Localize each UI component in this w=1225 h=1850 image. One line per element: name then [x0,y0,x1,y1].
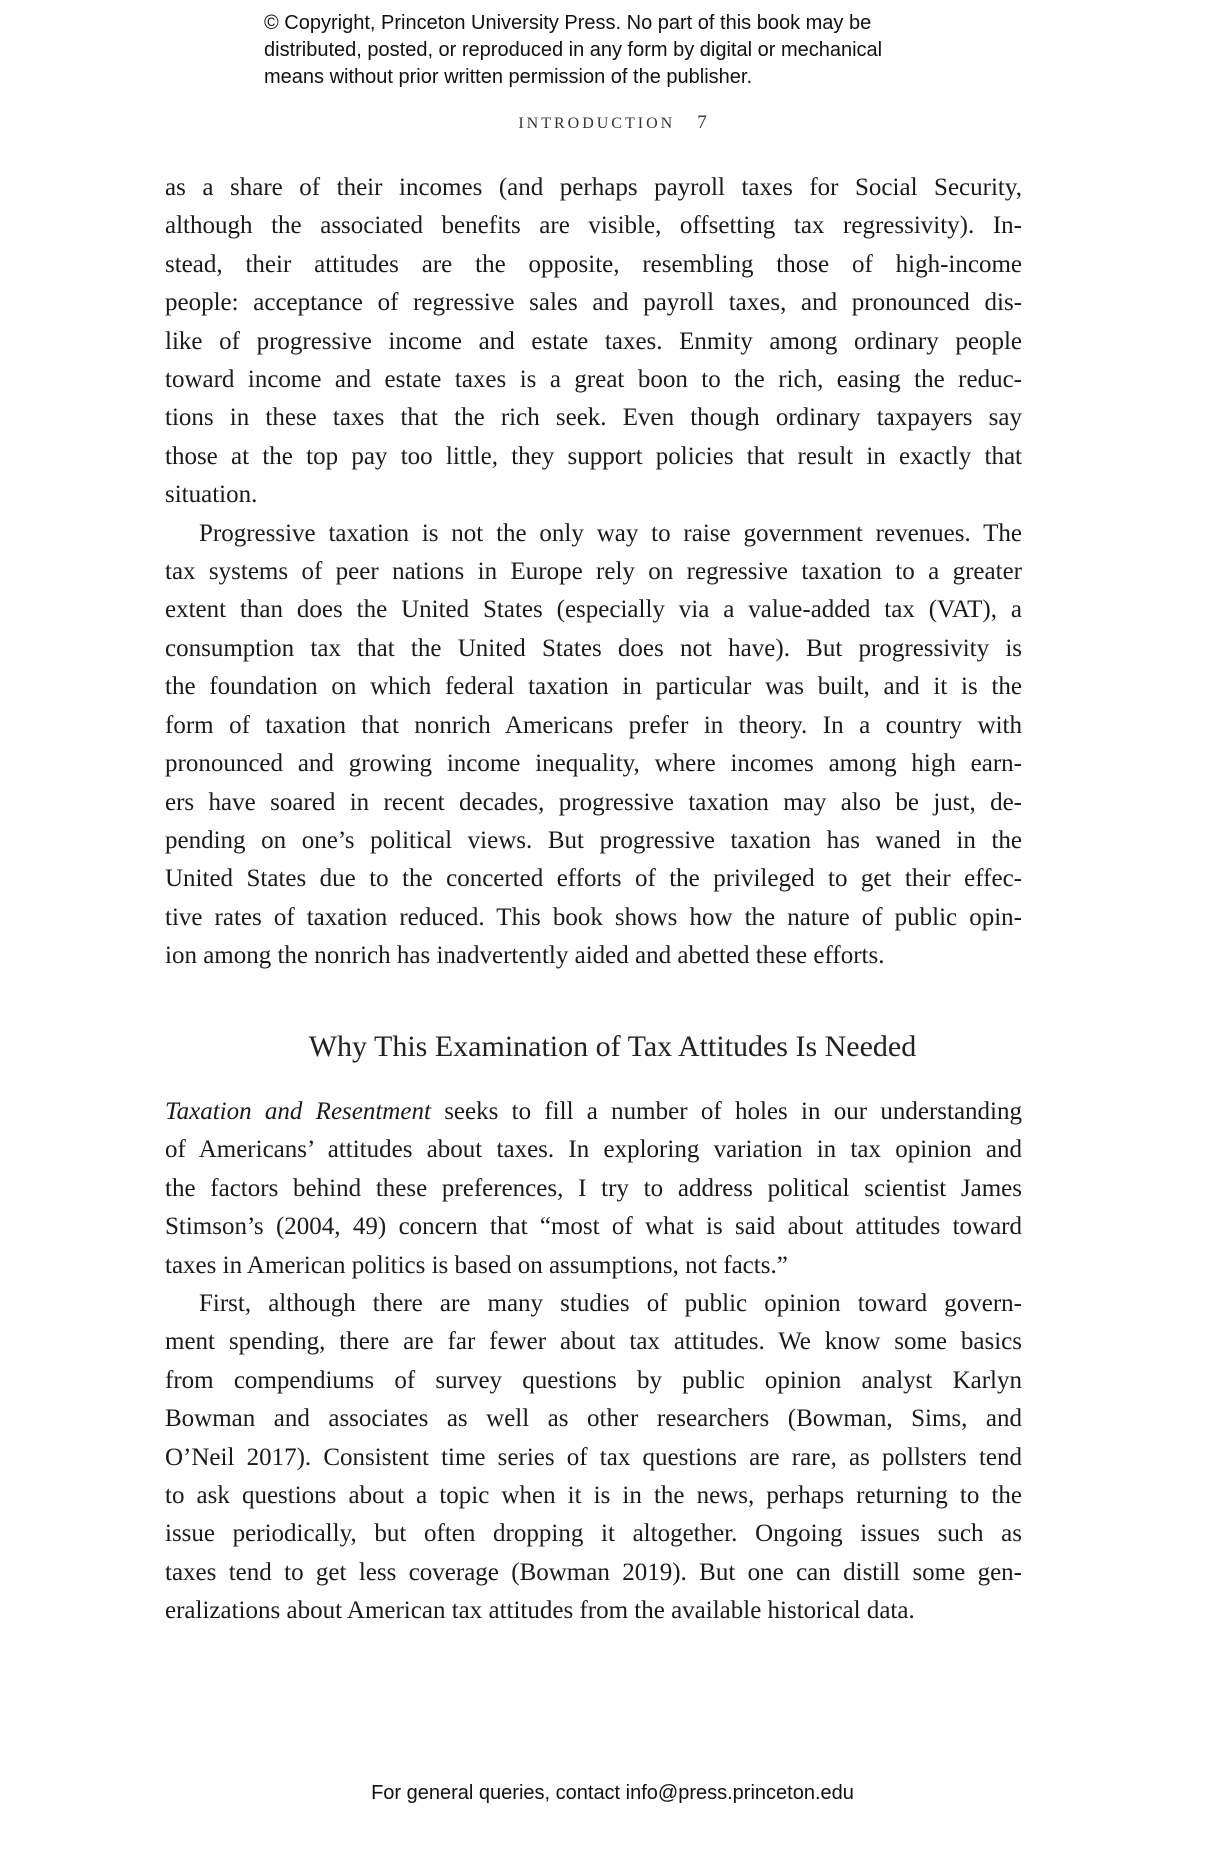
text-line: consumption tax that the United States does not have). But progressivity is [165,634,1022,662]
running-head-title: INTRODUCTION [518,115,676,132]
text-line: to ask questions about a topic when it is in the news, perhaps returning to the [165,1482,1022,1510]
text-line: stead, their attitudes are the opposite, resembling those of high-income [165,250,1022,278]
text-line: Bowman and associates as well as other researchers (Bowman, Sims, and [165,1405,1022,1433]
copyright-notice [264,10,882,91]
text-line: ers have soared in recent decades, progressive taxation may also be just, de- [165,788,1022,816]
text-line: the factors behind these preferences, I try to address political scientist James [165,1174,1022,1202]
running-head [0,112,1225,134]
book-title: Taxation and Resentment [165,1098,431,1125]
text-line: form of taxation that nonrich Americans prefer in theory. In a country with [165,711,1022,739]
text-line: pronounced and growing income inequality, where incomes among high earn- [165,750,1022,778]
text-line: situation. [165,481,258,509]
text-line: extent than does the United States (especially via a value-added tax (VAT), a [165,596,1022,624]
text-line: like of progressive income and estate taxes. Enmity among ordinary people [165,327,1022,355]
text-line: taxes tend to get less coverage (Bowman 2019). But one can distill some gen- [165,1558,1022,1586]
text-line: from compendiums of survey questions by public opinion analyst Karlyn [165,1366,1022,1394]
text-line: First, although there are many studies of public opinion toward govern- [199,1290,1022,1318]
body-text-section-1 [165,169,1022,976]
text-line: Stimson’s (2004, 49) concern that “most of what is said about attitudes toward [165,1213,1022,1241]
text-line: ion among the nonrich has inadvertently aided and abetted these efforts. [165,942,885,970]
text-line: people: acceptance of regressive sales and payroll taxes, and pronounced dis- [165,289,1022,317]
text-line: Taxation and Resentment seeks to fill a number of holes in our understanding [165,1098,1022,1125]
text-line: issue periodically, but often dropping it altogether. Ongoing issues such as [165,1520,1022,1548]
text-line: O’Neil 2017). Consistent time series of tax questions are rare, as pollsters tend [165,1443,1022,1471]
text-line: Progressive taxation is not the only way to raise government revenues. The [199,519,1022,547]
page-number: 7 [697,112,707,133]
notice-line: distributed, posted, or reproduced in any form by digital or mechanical [264,39,883,61]
text-line: toward income and estate taxes is a great boon to the rich, easing the reduc- [165,366,1022,394]
section-heading: Why This Examination of Tax Attitudes Is Needed [308,1030,917,1063]
text-line: pending on one’s political views. But progressive taxation has waned in the [165,826,1022,854]
notice-line: means without prior written permission of the publisher. [264,66,753,88]
text-line: of Americans’ attitudes about taxes. In exploring variation in tax opinion and [165,1136,1022,1164]
text-line: as a share of their incomes (and perhaps payroll taxes for Social Security, [165,174,1022,201]
body-text-section-2 [165,1093,1022,1631]
text-line: taxes in American politics is based on assumptions, not facts.” [165,1251,788,1279]
notice-line: © Copyright, Princeton University Press. No part of this book may be [264,12,872,34]
text-line: tive rates of taxation reduced. This book shows how the nature of public opin- [165,903,1022,931]
text-line: although the associated benefits are visible, offsetting tax regressivity). In- [165,212,1022,240]
text-line: those at the top pay too little, they support policies that result in exactly that [165,442,1022,470]
text-line: tions in these taxes that the rich seek. Even though ordinary taxpayers say [165,404,1022,432]
footer-contact: For general queries, contact info@press.princeton.edu [371,1782,854,1804]
text-line: United States due to the concerted efforts of the privileged to get their effec- [165,865,1022,893]
text-line: eralizations about American tax attitudes from the available historical data. [165,1597,915,1625]
text-line: ment spending, there are far fewer about tax attitudes. We know some basics [165,1328,1022,1356]
text-line: the foundation on which federal taxation in particular was built, and it is the [165,673,1022,701]
text-line: tax systems of peer nations in Europe rely on regressive taxation to a greater [165,558,1022,586]
